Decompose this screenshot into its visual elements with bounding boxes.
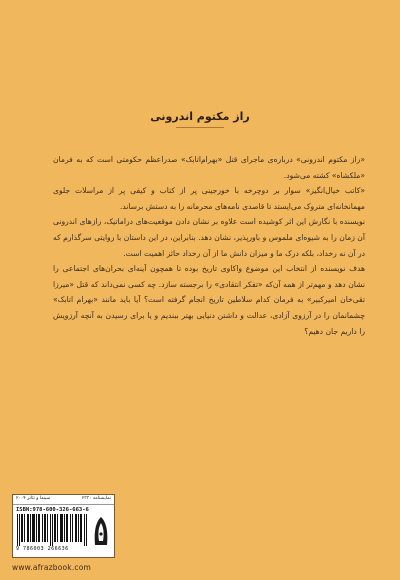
- catalog-number: نمایشنامه ۲۳۳۰: [81, 496, 111, 501]
- isbn-label: ISBN:978-600-326-663-6: [16, 507, 89, 513]
- title-underline: [176, 127, 224, 128]
- series-name: سینما و تئاتر ۲۰۰۴: [16, 496, 51, 501]
- blurb-paragraph-4: هدف نویسنده از انتخاب این موضوع واکاوی تاریخ بوده تا همچون آینه‌ای بحران‌های اجتماعی را نشان دهد و مهم‌تر از همه آن‌که «تفکر انتقادی» را برجسته سازد. چه کسی نمی‌داند که قتل «میرزا تقی‌خان امیرکبیر» به فرمان کدام سلاطین تاریخ انجام گرفته است؟ آیا باید مانند «بهرام اتابک» چشمانمان را در آرزوی آزادی، عدالت و داشتن دنیایی بهتر ببندیم و یا برای رسیدن به آنچه آرزویش را داریم جان دهیم؟: [53, 264, 365, 336]
- series-label-row: [13, 495, 114, 505]
- book-title: راز مکتوم اندرونی: [150, 110, 250, 123]
- blurb-paragraph-3: نویسنده با نگارش این اثر کوشیده است علاوه بر نشان دادن موقعیت‌های دراماتیک، رازهای اندرونی آن زمان را به شیوه‌ای ملموس و باورپذیر، نشان دهد. بنابراین، در این داستان با روایتی سرگذارم که در آن نه رخداد، بلکه درک ما و میزان دانش ما از آن رخداد حائز اهمیت است.: [53, 217, 365, 258]
- blurb-text: [53, 152, 365, 339]
- barcode-number: 9 786003 266636: [16, 546, 69, 552]
- barcode-panel: [12, 494, 115, 558]
- blurb-paragraph-1: «راز مکتوم اندرونی» درباره‌ی ماجرای قتل «بهرام‌اتابک» صدراعظم حکومتی است که به فرمان «ملکشاه» کشته می‌شود.: [53, 155, 365, 180]
- afraz-logo-icon: [91, 515, 111, 547]
- publisher-website: www.afrazbook.com: [12, 563, 92, 572]
- blurb-paragraph-2: «کاتب خیال‌انگیز» سوار بر دوچرخه با خورجینی پر از کتاب و کیفی پر از مراسلات جلوی مهمانخانه‌ای متروک می‌ایستد تا قاصدی نامه‌های محرمانه را به دستش برساند.: [53, 186, 365, 211]
- barcode-icon: [16, 514, 88, 546]
